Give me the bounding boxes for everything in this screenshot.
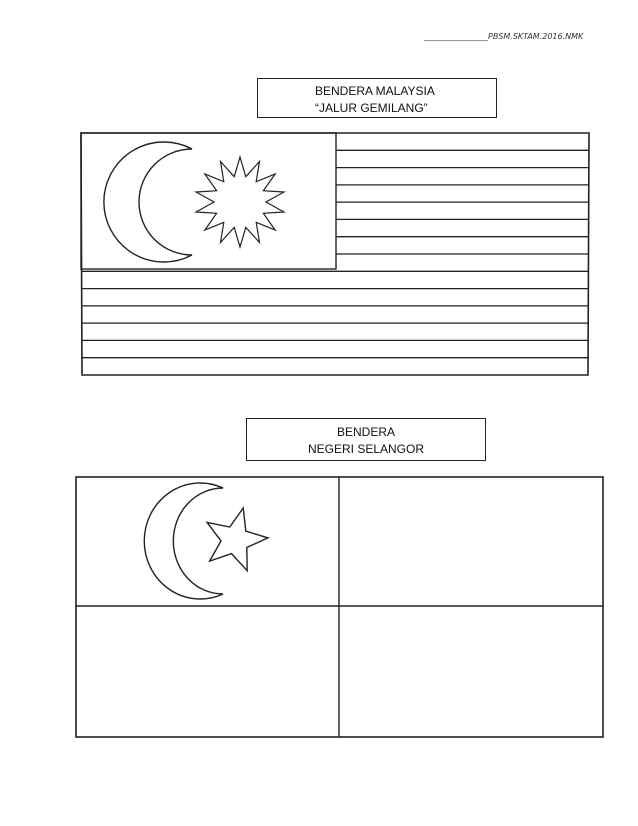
selangor-flag — [75, 476, 604, 739]
malaysia-title-box — [257, 78, 497, 118]
malaysia-title-line2: “JALUR GEMILANG” — [315, 101, 428, 115]
malaysia-title-line1: BENDERA MALAYSIA — [315, 84, 435, 98]
selangor-title-line2: NEGERI SELANGOR — [307, 442, 425, 456]
selangor-title-box — [246, 418, 486, 461]
selangor-title-line1: BENDERA — [336, 425, 395, 439]
malaysia-flag — [80, 132, 590, 377]
document-code: ________________PBSM.SKTAM.2016.NMK — [424, 32, 584, 41]
